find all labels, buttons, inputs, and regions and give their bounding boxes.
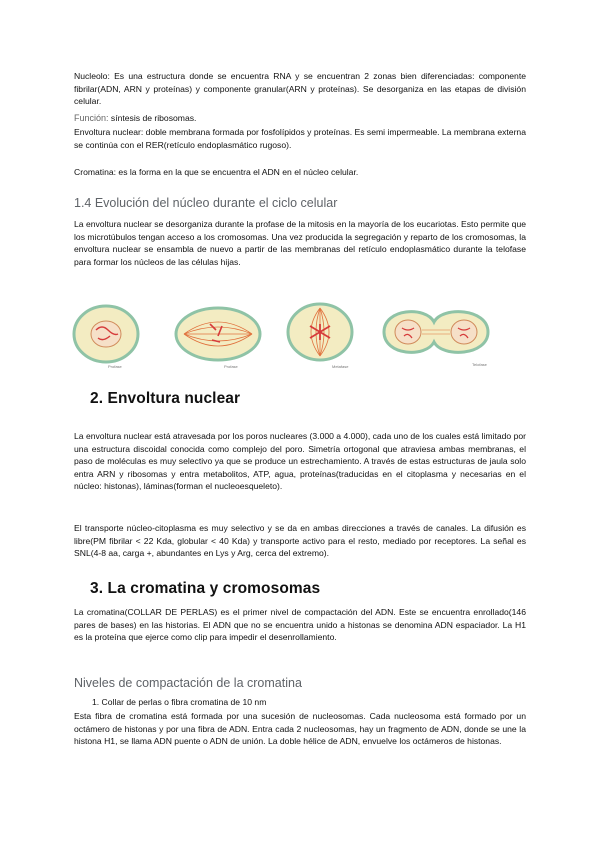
section-2-heading: 2. Envoltura nuclear bbox=[90, 390, 241, 407]
section-1-4-heading: 1.4 Evolución del núcleo durante el ciclo celular bbox=[74, 196, 338, 210]
nucleolo-paragraph: Nucleolo: Es una estructura donde se encuentra RNA y se encuentran 2 zonas bien diferenciadas: componente fibrilar(ADN, ARN y proteínas) y componente granular(ARN y proteínas). Se desorganiza en las etapas de división celular. bbox=[74, 71, 526, 107]
section-2-paragraph-2: El transporte núcleo-citoplasma es muy selectivo y se da en ambas direcciones a través de canales. La difusión es libre(PM fibrilar < 22 Kda, globular < 40 Kda) y transporte activo para el resto, mediado por receptores. La señal es SNL(4-8 aa, carga +, abundantes en Lys y Arg, cerca del extremo). bbox=[74, 523, 526, 559]
cell-telophase-image bbox=[376, 300, 496, 372]
mitosis-figure bbox=[70, 300, 530, 372]
section-3-subheading: Niveles de compactación de la cromatina bbox=[74, 676, 302, 690]
cell-prophase-2-image bbox=[170, 300, 270, 372]
cromatina-paragraph: Cromatina: es la forma en la que se encuentra el ADN en el núcleo celular. bbox=[74, 167, 359, 177]
section-3-paragraph-2: Esta fibra de cromatina está formada por una sucesión de nucleosomas. Cada nucleosoma está formado por un octámero de histonas y por una fibra de ADN. Entra cada 2 nucleosomas, hay un fragmento de ADN, donde se une la histona H1, se llama ADN puente o ADN de unión. La doble hélice de ADN, envuelve los octámeros de histonas. bbox=[74, 711, 526, 747]
section-2-paragraph-1: La envoltura nuclear está atravesada por los poros nucleares (3.000 a 4.000), cada uno de los cuales está limitado por una estructura discoidal conocida como complejo del poro. Simetría ortogonal que atraviesa ambas membranas, el paso de moléculas es muy selectivo ya que se produce un estrechamiento. A través de estas estructuras de jaula solo entra ARN y ribosomas y entra metabolitos, ATP, agua, proteínas(traducidas en el citoplasma y necesarias en el núcleo: histonas), láminas(forman el nucleoesqueleto). bbox=[74, 431, 526, 492]
caption-1: Profase bbox=[108, 364, 122, 369]
funcion-text: síntesis de ribosomas. bbox=[108, 113, 197, 123]
caption-3: Metafase bbox=[332, 364, 349, 369]
list-item-1: 1. Collar de perlas o fibra cromatina de 10 nm bbox=[92, 697, 267, 707]
section-3-paragraph-1: La cromatina(COLLAR DE PERLAS) es el primer nivel de compactación del ADN. Este se encuentra enrollado(146 pares de bases) en las historias. El ADN que no se encuentra unido a histonas se denomina ADN espaciador. La H1 es la proteína que ejerce como clip para impedir el desenrollamiento. bbox=[74, 607, 526, 643]
funcion-line bbox=[74, 112, 526, 125]
section-1-4-paragraph: La envoltura nuclear se desorganiza durante la profase de la mitosis en la mayoría de los eucariotas. Esto permite que los microtúbulos tengan acceso a los cromosomas. Una vez producida la segregación y reparto de los cromosomas, la envoltura nuclear se ensambla de nuevo a partir de las membranas del retículo endoplasmático durante la telofase para formar los núcleos de las células hijas. bbox=[74, 219, 526, 267]
cell-prophase-1-image bbox=[70, 300, 150, 372]
cell-metaphase-image bbox=[282, 300, 362, 372]
envoltura-paragraph: Envoltura nuclear: doble membrana formada por fosfolípidos y proteínas. Es semi impermeable. La membrana externa se continúa con el RER(retículo endoplasmático rugoso). bbox=[74, 127, 526, 150]
caption-2: Profase bbox=[224, 364, 238, 369]
section-3-heading: 3. La cromatina y cromosomas bbox=[90, 580, 321, 597]
caption-4: Telofase bbox=[472, 362, 487, 367]
funcion-label: Función: bbox=[74, 113, 109, 123]
